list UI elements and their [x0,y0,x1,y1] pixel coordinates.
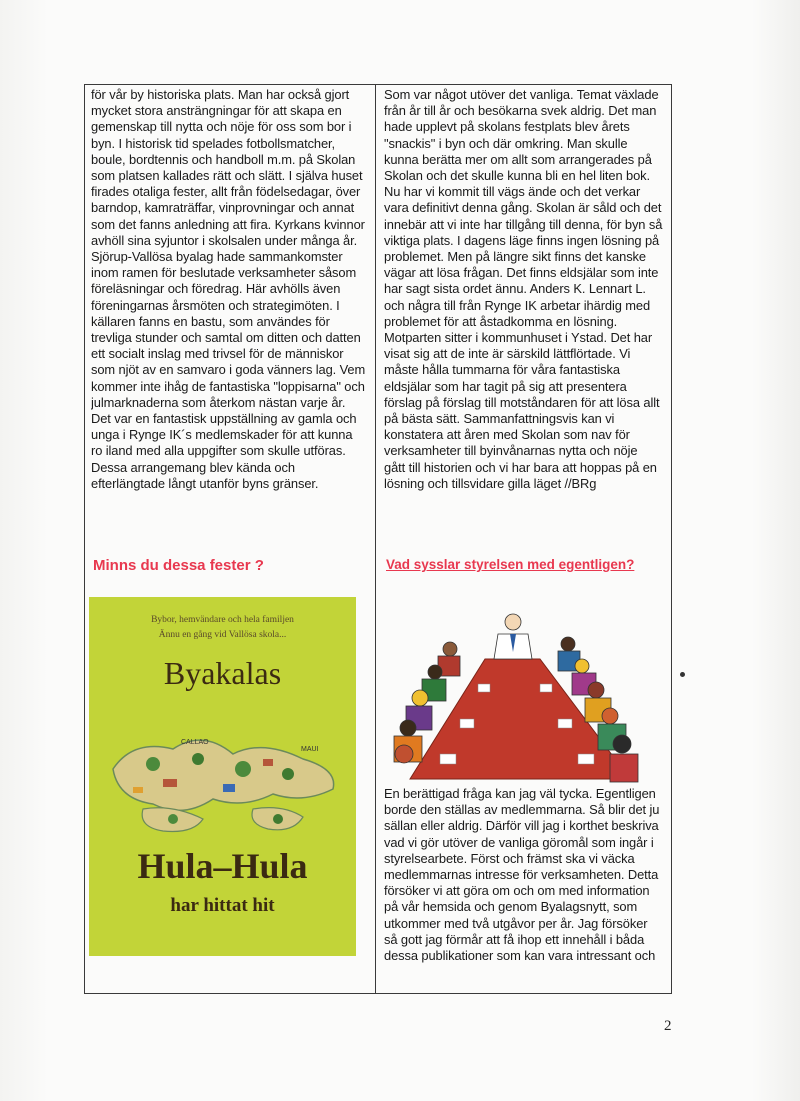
text-line: på vår hemsida och genom Byalagsnytt, som [384,899,638,915]
text-line: unga i Rynge IK´s medlemskader för att kunna [91,427,353,443]
poster-hula-hula: Hula–Hula [137,846,308,886]
text-line: En berättigad fråga kan jag väl tycka. Egentligen [384,786,656,801]
text-line: boule, bordtennis och handboll m.m. på Skolan [91,151,356,167]
text-line: Som var något utöver det vanliga. Temat växlade [384,87,659,102]
text-line: hade upplevt på skolans festplats blev årets [384,119,630,135]
text-line: eldsjälar som har tagit på sig att presentera [384,378,627,394]
poster-har-hittat-hit: har hittat hit [170,895,275,916]
text-line: byn. I historisk tid spelades fotbollsmatcher, [91,135,336,151]
right-section-heading: Vad sysslar styrelsen med egentligen? [386,557,635,572]
text-line: som platsen kallades rätt och slätt. I själva huset [91,168,363,184]
text-line: ro iland med alla uppgifter som skulle utföras. [91,443,346,459]
right-bottom-column-text [384,786,670,964]
byakalas-poster [89,597,356,956]
text-line: för vår by historiska plats. Man har också gjort [91,87,350,102]
text-line: innebär att vi inte har tillgång till denna, för byn så [384,216,663,232]
text-line: som njöt av en samvaro i goda vänners lag. Vem [91,362,366,378]
text-line: borde den ställas av medlemmarna. Så blir det ju [384,802,660,818]
right-column-text [384,87,670,492]
poster-invite-line: Bybor, hemvändare och hela familjen [151,615,294,625]
text-line: Skolan och det skulle kunna bli en hel liten bok. [384,168,650,184]
text-line: Sjörup-Vallösa byalag hade sammankomster [91,249,343,265]
text-line: vad vi gör utöver de vanliga göromål som ingår i [384,834,654,850]
text-line: lösning och tillsvidare gilla läget //BRg [384,475,597,491]
text-line: har sagt sista ordet ännu. Anders K. Lennart L. [384,281,646,297]
text-line: efterlängtade långt utanför byns gränser. [91,475,319,491]
column-divider [375,84,376,994]
text-line: på bästa sätt. Sammanfattningsvis kan vi [384,411,615,427]
poster-location-line: Ännu en gång vid Vallösa skola... [158,630,287,640]
text-line: dessa publikationer som kan vara intressant och [384,948,656,964]
text-line: visat sig att de inte är särskild lättflörtade. Vi [384,346,631,362]
text-line: gemenskap till nytta och nöje för oss som bor i [91,119,352,135]
text-line: försöker vi att göra om och om med information [384,883,650,899]
text-line: källaren fanns en bastu, som användes för [91,313,330,329]
board-meeting-illustration [390,604,640,784]
text-line: barndop, kamraträffar, vinprovningar och annat [91,200,355,216]
left-section-heading: Minns du dessa fester ? [93,557,264,574]
text-line: gått till historien och vi har bara att hoppas på en [384,459,657,475]
text-line: sällan eller aldrig. Därför vill jag i korthet beskriva [384,818,659,834]
text-line: konstatera att åren med Skolan som nav för [384,427,630,443]
text-line: utkommer med två utgåvor per år. Jag försöker [384,915,648,931]
text-line: förslag på förslag till motståndaren för att lösa allt [384,394,660,410]
text-line: firades otaliga fester, allt från födelsedagar, över [91,184,361,200]
map-label-maui: MAUI [301,746,319,753]
text-line: medlemmarnas intresse för verksamheten. Detta [384,867,659,883]
text-line: mycket stora ansträngningar för att skapa en [91,103,342,119]
text-line: och några till från Rynge IK arbetar ihärdig med [384,297,651,313]
text-line: "snackis" i byn och där omkring. Man skulle [384,135,628,151]
text-line: problemet. Men på längre sikt finns det kanske [384,249,646,265]
text-line: som det fanns anledning att fira. Kyrkans kvinnor [91,216,365,232]
text-line: Nu har vi kommit till vägs ände och det verkar [384,184,641,200]
text-line: från år till år och besökarna svek aldrig. Det man [384,103,657,119]
island-map-illustration [103,709,347,839]
text-line: Motparten sitter i kommunhuset i Ystad. Det har [384,330,653,346]
text-line: viktiga plats. I dagens läge finns ingen lösning på [384,232,660,248]
text-line: så gott jag förmår att få ihop ett innehåll i båda [384,931,645,947]
stray-mark [680,672,685,677]
text-line: föreläsningar och föredrag. Här avhölls även [91,281,341,297]
text-line: styrelsearbete. Först och främst ska vi väcka [384,850,635,866]
text-line: kunna berätta mer om allt som arrangerades på [384,151,652,167]
map-label-callao: CALLAO [181,739,209,746]
text-line: inom ramen för beslutade verksamheter såsom [91,265,357,281]
text-line: julmarknaderna som återkom nästan varje år. [91,394,346,410]
poster-title: Byakalas [163,655,282,691]
text-line: Dessa arrangemang blev kända och [91,459,295,475]
text-line: måste hålla tummarna för våra fantastiska [384,362,620,378]
left-column-text [91,87,373,492]
text-line: vara definitivt denna gång. Skolan är såld och det [384,200,662,216]
text-line: avhöll sina syjuntor i skolsalen under många år. [91,232,358,248]
text-line: problemet för att åstadkomma en lösning. [384,313,618,329]
text-line: föreningarnas årsmöten och strategimöten. I [91,297,340,313]
text-line: verksamheter till byinvånarnas nytta och nöje [384,443,638,459]
text-line: vägar att lösa frågan. Det finns eldsjälar som inte [384,265,659,281]
text-line: trevliga stunder och samtal om ditten och datten [91,330,361,346]
text-line: Det var en fantastisk uppställning av gamla och [91,411,357,427]
page-number: 2 [664,1018,672,1034]
text-line: ett socialt inslag med trivsel för de människor [91,346,344,362]
text-line: kommer inte ihåg de fantastiska "loppisarna" och [91,378,365,394]
